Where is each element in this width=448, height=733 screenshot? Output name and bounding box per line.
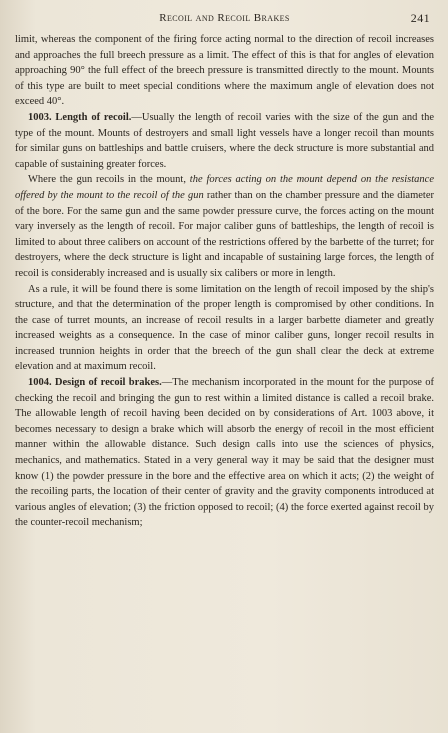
paragraph-text: As a rule, it will be found there is some limitation on the length of recoil imposed by the ship's structure, and that the determination of the proper length is compromised by other conditions. In the case of turret mounts, an increase of recoil results in a larger barbette diameter and greatly increased weights as a consequence. In the case of minor caliber guns, longer recoil results in increased trunnion heights in order that the breech of the gun shall clear the deck at extreme elevation and at maximum recoil. [15,283,434,373]
running-head [15,6,434,28]
running-title: Recoil and Recoil Brakes [159,12,290,24]
paragraph-text: —Usually the length of recoil varies with the size of the gun and the type of the mount. Mounts of destroyers and small light vessels have a longer recoil than mounts for similar guns on battleships and battle cruisers, where the deck structure is more substantial and capable of sustaining greater forces. [15,111,434,170]
paragraph-text: rather than on the chamber pressure and the diameter of the bore. For the same gun and the same powder pressure curve, the forces acting on the mount vary inversely as the length of recoil. For major caliber guns of battleships, the length of recoil is limited to about three calibers on account of the restrictions offered by the barbette of the turret; for destroyers, where the deck structure is light and incapable of sustaining large forces, the length of recoil is considerably increased and is usually six calibers or more in length. [15,189,434,279]
italic-emphasis: the forces acting on the mount depend on the resistance offered by the mount to the recoil of the gun [15,174,434,201]
paragraph-forces-on-mount [15,172,434,281]
paragraph-design-of-recoil-brakes [15,375,434,531]
paragraph-text: Where the gun recoils in the mount, [28,174,190,186]
section-heading: 1003. Length of recoil. [28,111,132,123]
page-number: 241 [410,11,430,25]
paragraph-recoil-limitation [15,282,434,376]
paragraph-continuation [15,32,434,110]
paragraph-text: —The mechanism incorporated in the mount for the purpose of checking the recoil and bringing the gun to rest within a limited distance is called a recoil brake. The allowable length of recoil having been decided on by considerations of Art. 1003 above, it becomes necessary to design a brake which will absorb the energy of recoil in the most efficient manner within the allowable distance. Such design calls into use the sciences of physics, mechanics, and mathematics. Stated in a very general way it may be said that the designer must know (1) the powder pressure in the bore and the effective area on which it acts; (2) the weight of the recoiling parts, the location of their center of gravity and the gravity components introduced at various angles of elevation; (3) the friction opposed to recoil; (4) the force exerted against recoil by the counter-recoil mechanism; [15,377,434,529]
paragraph-text: limit, whereas the component of the firing force acting normal to the direction of recoil increases and approaches the full breech pressure as a limit. The effect of this is that for angles of elevation approaching 90° the full effect of the breech pressure is transmitted directly to the mount. Mounts of this type are built to meet special conditions where the maximum angle of elevation does not exceed 40°. [15,34,434,108]
body-text [15,32,434,531]
section-heading: 1004. Design of recoil brakes. [28,377,162,389]
paragraph-length-of-recoil [15,110,434,172]
